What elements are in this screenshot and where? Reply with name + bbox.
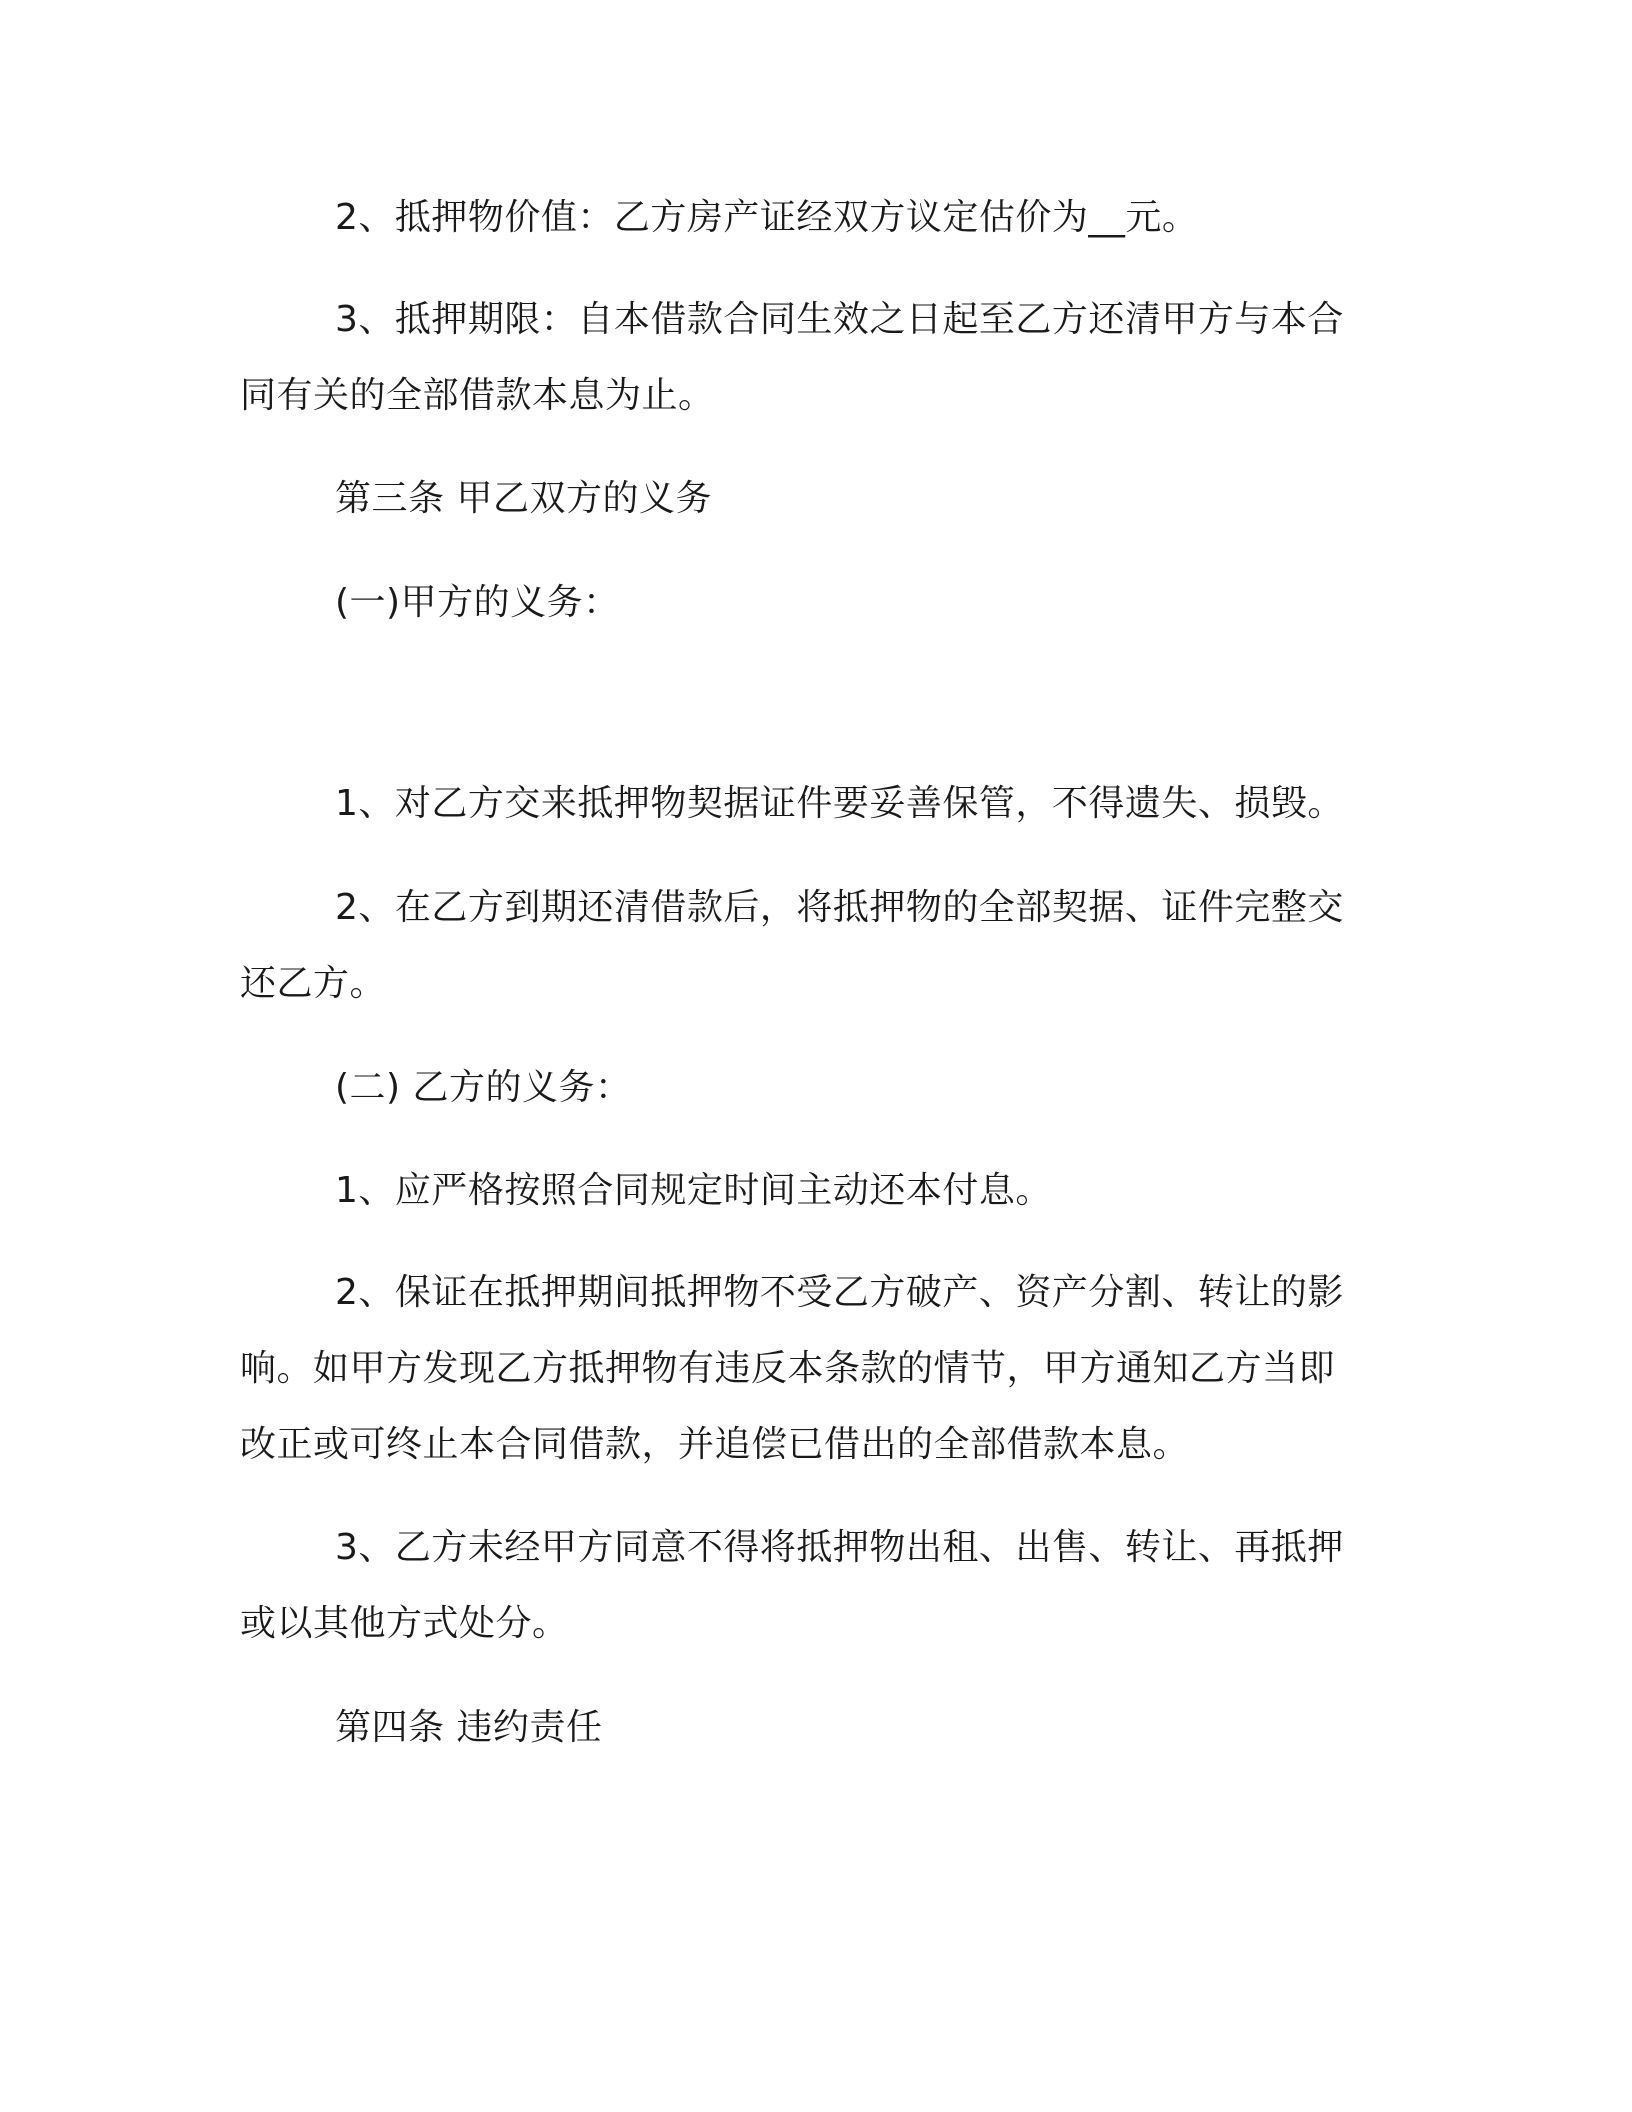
party-b-obligation-2-line-1: 2、保证在抵押期间抵押物不受乙方破产、资产分割、转让的影 [335, 1272, 1344, 1313]
party-b-obligation-3-line-1: 3、乙方未经甲方同意不得将抵押物出租、出售、转让、再抵押 [335, 1527, 1344, 1568]
clause-3-mortgage-term-line-2: 同有关的全部借款本息为止。 [240, 375, 715, 416]
party-a-obligation-2-line-1: 2、在乙方到期还清借款后，将抵押物的全部契据、证件完整交 [335, 887, 1344, 928]
party-a-obligation-1: 1、对乙方交来抵押物契据证件要妥善保管，不得遗失、损毁。 [335, 783, 1344, 824]
article-3-heading: 第三条 甲乙双方的义务 [335, 478, 712, 519]
clause-3-mortgage-term-line-1: 3、抵押期限：自本借款合同生效之日起至乙方还清甲方与本合 [335, 299, 1344, 340]
clause-2-collateral-value: 2、抵押物价值：乙方房产证经双方议定估价为__元。 [335, 197, 1199, 238]
party-a-obligations-heading: (一)甲方的义务： [335, 582, 620, 623]
party-b-obligation-2-line-2: 响。如甲方发现乙方抵押物有违反本条款的情节，甲方通知乙方当即 [240, 1348, 1336, 1389]
party-b-obligation-3-line-2: 或以其他方式处分。 [240, 1603, 569, 1644]
party-b-obligation-2-line-3: 改正或可终止本合同借款，并追偿已借出的全部借款本息。 [240, 1424, 1190, 1465]
article-4-heading: 第四条 违约责任 [335, 1707, 603, 1748]
party-b-obligation-1: 1、应严格按照合同规定时间主动还本付息。 [335, 1170, 1052, 1211]
party-a-obligation-2-line-2: 还乙方。 [240, 963, 387, 1004]
party-b-obligations-heading: (二) 乙方的义务： [335, 1067, 632, 1108]
